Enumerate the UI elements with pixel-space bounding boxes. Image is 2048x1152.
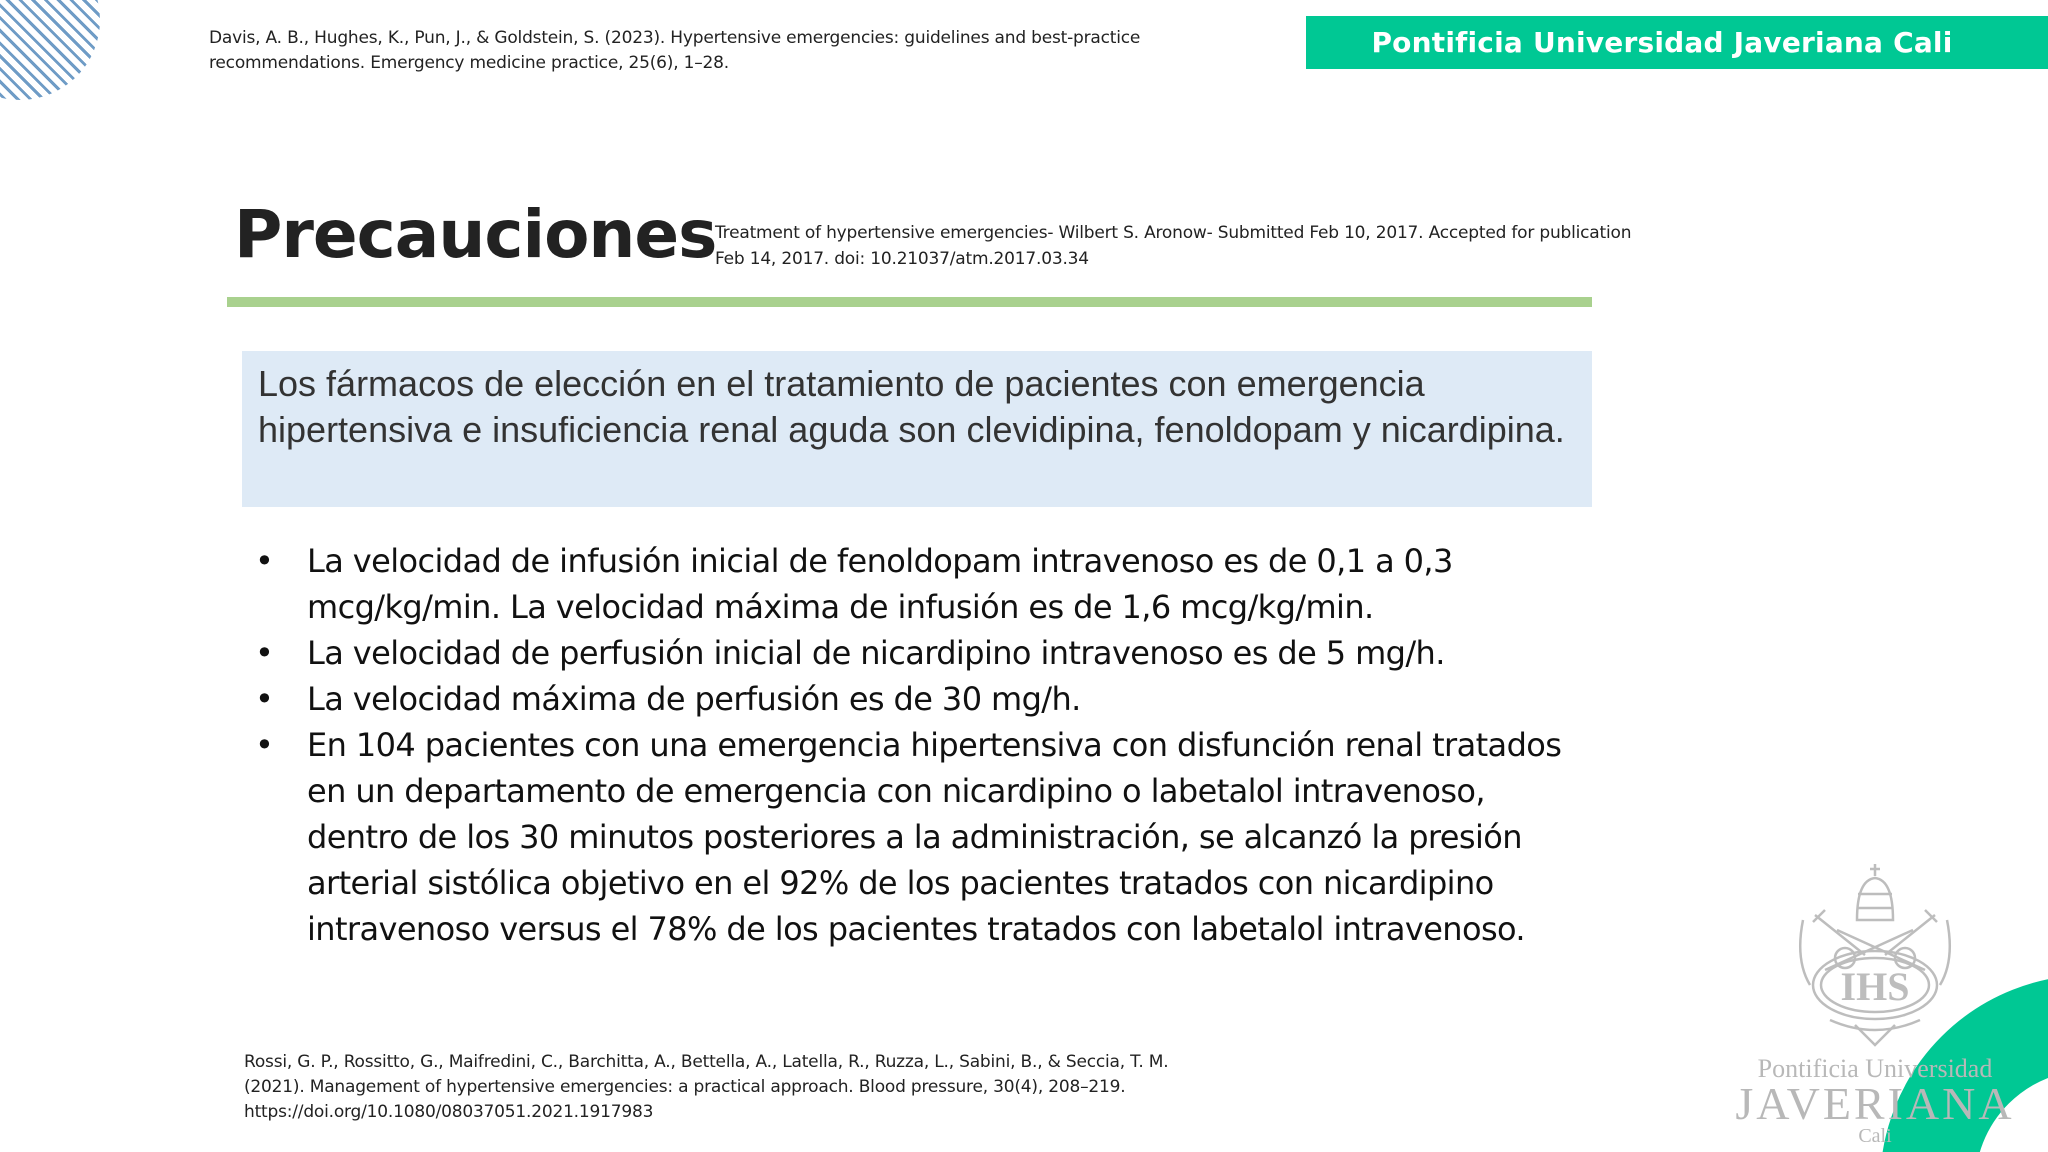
reference-bottom-line: Rossi, G. P., Rossitto, G., Maifredini, C., Barchitta, A., Bettella, A., Latella, R., Ruzza, L., Sabini, B., & Seccia, T. M. bbox=[244, 1052, 1169, 1072]
university-logo bbox=[1730, 860, 2020, 1150]
title-divider bbox=[227, 297, 1592, 307]
bullet-item bbox=[255, 630, 1595, 676]
logo-line-1: Pontificia Universidad bbox=[1757, 1054, 1993, 1083]
reference-bottom-line: (2021). Management of hypertensive emergencies: a practical approach. Blood pressure, 30(4), 208–219. bbox=[244, 1077, 1126, 1097]
title-reference bbox=[715, 220, 1705, 272]
bullet-text: La velocidad máxima de perfusión es de 30 mg/h. bbox=[307, 680, 1081, 718]
reference-top-line: Davis, A. B., Hughes, K., Pun, J., & Goldstein, S. (2023). Hypertensive emergencies: guidelines and best-practice bbox=[209, 28, 1141, 48]
highlight-text: Los fármacos de elección en el tratamiento de pacientes con emergencia hipertensiva e insuficiencia renal aguda son clevidipina, fenoldopam y nicardipina. bbox=[258, 363, 1565, 450]
bullet-icon: • bbox=[255, 680, 274, 718]
logo-line-2: JAVERIANA bbox=[1735, 1078, 2015, 1129]
bullet-icon: • bbox=[255, 542, 274, 580]
corner-stripe-decoration bbox=[0, 0, 100, 100]
bullet-item bbox=[255, 538, 1595, 630]
bullet-icon: • bbox=[255, 726, 274, 764]
reference-bottom-line: https://doi.org/10.1080/08037051.2021.1917983 bbox=[244, 1102, 654, 1122]
title-reference-line: Treatment of hypertensive emergencies- Wilbert S. Aronow- Submitted Feb 10, 2017. Accepted for publication bbox=[715, 223, 1632, 243]
coat-of-arms-icon bbox=[1785, 860, 1965, 1050]
bullet-text: En 104 pacientes con una emergencia hipertensiva con disfunción renal tratados en un departamento de emergencia con nicardipino o labetalol intravenoso, dentro de los 30 minutos posteriores a la administración, se alcanzó la presión arterial sistólica objetivo en el 92% de los pacientes tratados con nicardipino intravenoso versus el 78% de los pacientes tratados con labetalol intravenoso. bbox=[307, 726, 1562, 948]
reference-top-line: recommendations. Emergency medicine practice, 25(6), 1–28. bbox=[209, 53, 729, 73]
brand-bar: Pontificia Universidad Javeriana Cali bbox=[1306, 16, 2048, 69]
bullet-text: La velocidad de perfusión inicial de nicardipino intravenoso es de 5 mg/h. bbox=[307, 634, 1445, 672]
svg-text:IHS: IHS bbox=[1840, 964, 1910, 1009]
bullet-item bbox=[255, 722, 1595, 952]
page-title: Precauciones bbox=[234, 196, 717, 273]
highlight-box bbox=[242, 351, 1592, 507]
bullet-icon: • bbox=[255, 634, 274, 672]
reference-bottom bbox=[244, 1050, 1244, 1125]
bullet-text: La velocidad de infusión inicial de fenoldopam intravenoso es de 0,1 a 0,3 mcg/kg/min. La velocidad máxima de infusión es de 1,6 mcg/kg/min. bbox=[307, 542, 1453, 626]
bullet-item bbox=[255, 676, 1595, 722]
reference-top bbox=[209, 26, 1209, 76]
logo-line-3: Cali bbox=[1858, 1125, 1892, 1147]
bullet-list bbox=[255, 538, 1595, 952]
title-reference-line: Feb 14, 2017. doi: 10.21037/atm.2017.03.34 bbox=[715, 249, 1089, 269]
